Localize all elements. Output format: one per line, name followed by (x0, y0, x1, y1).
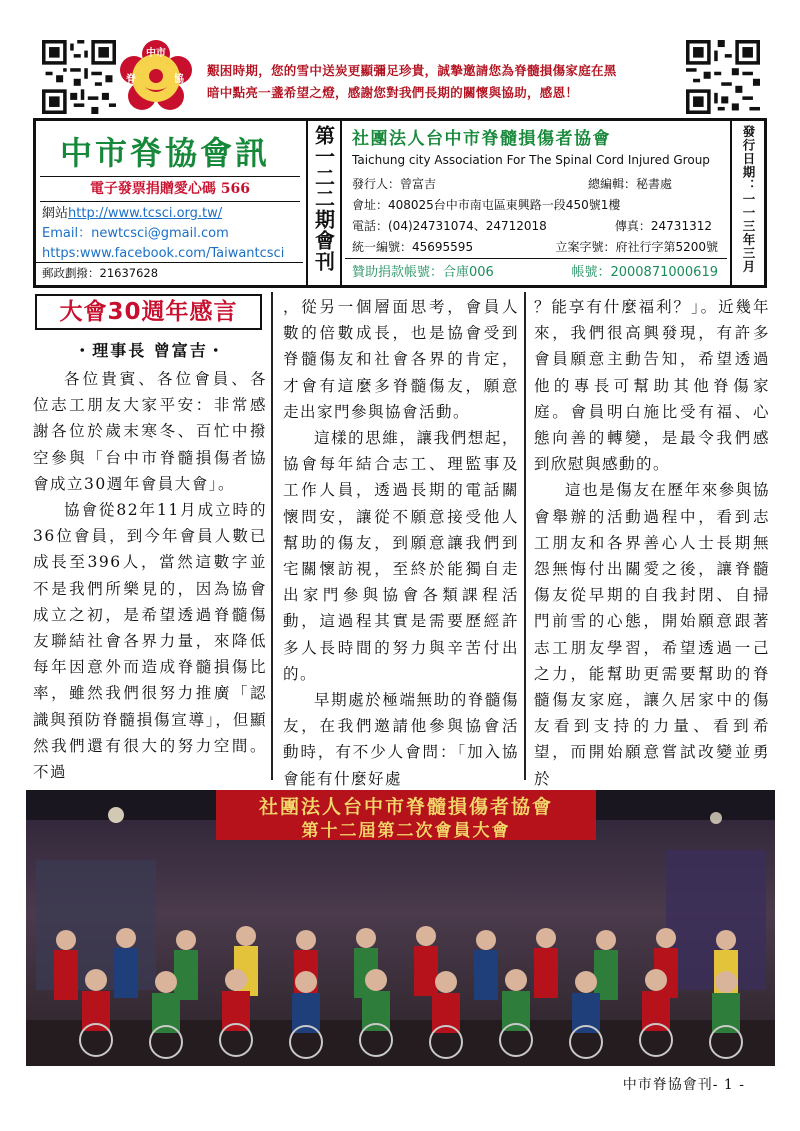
appeal-line-1: 艱困時期，您的雪中送炭更顯彌足珍貴，誠摯邀請您為脊髓損傷家庭在黑 (207, 63, 617, 78)
contact-links (42, 204, 284, 264)
postal-account (42, 265, 158, 281)
article-column-2 (283, 294, 519, 792)
email-link[interactable]: newtcsci@gmail.com (91, 226, 229, 241)
info-row-3 (352, 216, 718, 237)
facebook-link[interactable]: https:www.facebook.com/Taiwantcsci (42, 246, 285, 261)
tax-id: 統一編號：45695595 (352, 240, 474, 254)
email-label: Email： (42, 226, 92, 241)
article-column-1 (33, 366, 267, 785)
association-logo (118, 40, 194, 116)
paragraph: 各位貴賓、各位會員、各位志工朋友大家平安：非常感謝各位於歲末寒冬、百忙中撥空參與「台中市脊髓損傷者協會成立30週年會員大會」。 (33, 370, 267, 493)
logo-text-right: 協 (174, 74, 184, 85)
publisher: 發行人：曾富吉 (352, 177, 437, 191)
info-row-4 (352, 237, 718, 258)
issue-number-column (306, 121, 342, 285)
org-name-english: Taichung city Association For The Spinal Cord Injured Group (352, 153, 710, 167)
paragraph: 協會從82年11月成立時的36位會員，到今年會員人數已成長至396人，當然這數字並不是我們所樂見的，因為協會成立之初，是希望透過脊髓傷友聯結社會各界力量，來降低每年因意外而造成脊髓損傷比率，雖然我們很努力推廣「認識與預防脊髓損傷宣導」，但顯然我們還有很大的努力空間。不過 (33, 501, 267, 782)
page-footer: 中市脊協會刊- 1 - (622, 1077, 745, 1093)
org-info (352, 174, 718, 258)
banner-line-2: 第十二屆第二次會員大會 (301, 821, 511, 841)
column-divider-1 (271, 292, 273, 780)
postal-divider (36, 262, 303, 263)
paragraph: 這樣的思維，讓我們想起，協會每年結合志工、理監事及工作人員，透過長期的電話關懷問安，讓從不願意接受他人幫助的傷友，到願意讓我們到宅關懷訪視，至終於能獨自走出家門參與協會各類課程活動，這過程其實是需要歷經許多人長時間的努力與辛苦付出的。 (283, 429, 519, 683)
bank-divider (345, 258, 727, 259)
column-divider-2 (524, 292, 526, 780)
email-row (42, 224, 284, 244)
phone: 電話：(04)24731074、24712018 (352, 219, 547, 233)
paragraph: 這也是傷友在歷年來參與協會舉辦的活動過程中，看到志工朋友和各界善心人士長期無怨無悔付出關愛之後，讓脊髓傷友從早期的自我封閉、自掃門前雪的心態，開始願意跟著志工朋友學習，希望透過一己之力，能幫助更需要幫助的脊髓傷友家庭，讓久居家中的傷友看到支持的力量、看到希望，而開始願意嘗試改變並勇於 (534, 481, 770, 788)
group-photo (26, 790, 775, 1066)
editor: 總編輯：秘書處 (587, 177, 672, 191)
website-link[interactable]: http://www.tcsci.org.tw/ (68, 206, 223, 221)
article-title: 大會30週年感言 (35, 294, 262, 330)
publish-date: 發行日期：一一三年三月 (741, 125, 756, 274)
address: 會址：408025台中市南屯區東興路一段450號1樓 (352, 198, 621, 212)
facebook-row (42, 244, 284, 264)
qr-code-right[interactable] (686, 40, 760, 114)
bank-label: 贊助捐款帳號：合庫006 (352, 265, 494, 280)
registration-number: 立案字號：府社行字第5200號 (555, 240, 718, 254)
logo-text-left: 脊 (126, 74, 136, 85)
appeal-line-2: 暗中點亮一盞希望之燈，感謝您對我們長期的關懷與協助，感恩！ (207, 85, 579, 100)
paragraph: ？能享有什麼福利？」。近幾年來，我們很高興發現，有許多會員願意主動告知，希望透過他的專長可幫助其他脊傷家庭。會員明白施比受有福、心態向善的轉變，是最令我們感到欣慰與感動的。 (534, 298, 770, 474)
issue-number: 第一二二期會刊 (311, 125, 336, 272)
qr-code-left[interactable] (42, 40, 116, 114)
paragraph: 早期處於極端無助的脊髓傷友，在我們邀請他參與協會活動時，有不少人會問：「加入協會能有什麼好處 (283, 691, 519, 788)
bank-account: 帳號：2000871000619 (571, 265, 718, 280)
article-author: ・理事長 曾富吉・ (74, 341, 226, 360)
postal-label: 郵政劃撥： (42, 266, 100, 280)
postal-number: 21637628 (99, 266, 159, 280)
logo-text-top: 中市 (146, 48, 166, 59)
info-row-2 (352, 195, 718, 216)
invoice-donation-code: 電子發票捐贈愛心碼 566 (40, 176, 300, 202)
website-row (42, 204, 284, 224)
donation-appeal (207, 60, 677, 104)
org-name-chinese: 社團法人台中市脊髓損傷者協會 (352, 129, 611, 149)
fax: 傳真：24731312 (614, 219, 712, 233)
article-column-3 (534, 294, 770, 792)
donation-bank (352, 261, 718, 280)
website-label: 網站 (42, 206, 69, 221)
paragraph: ，從另一個層面思考，會員人數的倍數成長，也是協會受到脊髓傷友和社會各界的肯定，才會有這麼多脊髓傷友，願意走出家門參與協會活動。 (283, 298, 519, 421)
newsletter-title: 中市脊協會訊 (60, 134, 271, 172)
publish-date-column (730, 121, 764, 285)
banner-line-1: 社團法人台中市脊髓損傷者協會 (258, 796, 553, 818)
info-row-1 (352, 174, 718, 195)
